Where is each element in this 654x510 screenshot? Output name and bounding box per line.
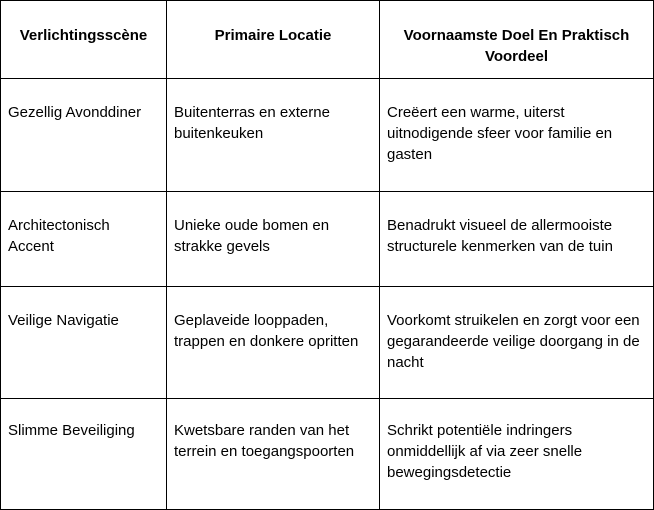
cell-scene: Architectonisch Accent xyxy=(1,192,167,287)
table-header-row xyxy=(1,1,654,79)
cell-location: Unieke oude bomen en strakke gevels xyxy=(167,192,380,287)
table-row xyxy=(1,399,654,510)
cell-benefit: Benadrukt visueel de allermooiste structurele kenmerken van de tuin xyxy=(380,192,654,287)
table-row xyxy=(1,287,654,399)
table-row xyxy=(1,79,654,192)
cell-benefit: Voorkomt struikelen en zorgt voor een gegarandeerde veilige doorgang in de nacht xyxy=(380,287,654,399)
cell-location: Geplaveide looppaden, trappen en donkere opritten xyxy=(167,287,380,399)
cell-scene: Gezellig Avonddiner xyxy=(1,79,167,192)
header-benefit: Voornaamste Doel En Praktisch Voordeel xyxy=(380,1,654,79)
cell-scene: Veilige Navigatie xyxy=(1,287,167,399)
table-row xyxy=(1,192,654,287)
header-location: Primaire Locatie xyxy=(167,1,380,79)
cell-scene: Slimme Beveiliging xyxy=(1,399,167,510)
cell-benefit: Schrikt potentiële indringers onmiddellijk af via zeer snelle bewegingsdetectie xyxy=(380,399,654,510)
header-scene: Verlichtingsscène xyxy=(1,1,167,79)
cell-location: Kwetsbare randen van het terrein en toegangspoorten xyxy=(167,399,380,510)
cell-benefit: Creëert een warme, uiterst uitnodigende sfeer voor familie en gasten xyxy=(380,79,654,192)
cell-location: Buitenterras en externe buitenkeuken xyxy=(167,79,380,192)
